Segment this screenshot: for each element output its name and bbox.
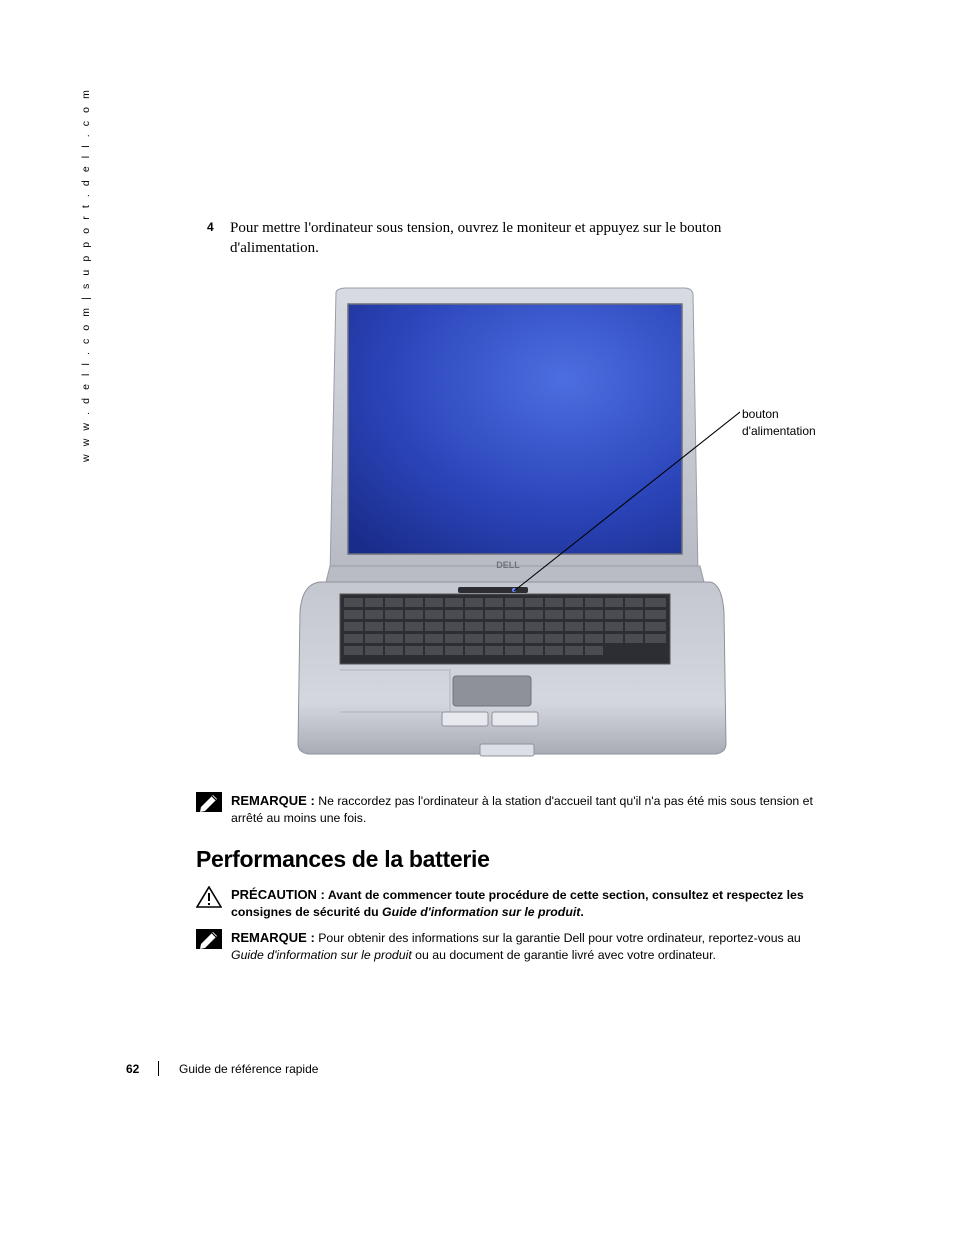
page-number: 62 [126,1062,140,1076]
footer-separator [158,1061,159,1076]
note-doc-title: Guide d'information sur le produit [231,948,412,962]
step-4 [207,218,767,258]
note-docking [196,792,826,827]
note-text: Pour obtenir des informations sur la garantie Dell pour votre ordinateur, reportez-vous au [318,931,801,945]
caution-text: Avant de commencer toute procédure de cette section, consultez et respectez les consignes de sécurité du [231,888,804,919]
note-text: Ne raccordez pas l'ordinateur à la station d'accueil tant qu'il n'a pas été mis sous tension et arrêté au moins une fois. [231,794,813,825]
step-text: Pour mettre l'ordinateur sous tension, ouvrez le moniteur et appuyez sur le bouton d'alimentation. [230,220,722,256]
warning-triangle-icon [196,886,222,908]
footer-title: Guide de référence rapide [179,1062,319,1076]
callout-line-2: d'alimentation [742,424,816,438]
pencil-note-icon [196,792,222,812]
caution-doc-title: Guide d'information sur le produit [382,905,581,919]
caution-safety [196,886,826,921]
note-warranty [196,929,826,964]
brand-logo: DELL [496,560,520,570]
caution-text-end: . [580,905,584,919]
step-number: 4 [207,220,214,234]
pencil-note-icon [196,929,222,949]
callout-line-1: bouton [742,407,779,421]
section-heading: Performances de la batterie [196,846,490,872]
laptop-illustration [290,282,740,762]
caution-label: PRÉCAUTION : [231,887,325,902]
power-button-callout [742,406,816,440]
note-label: REMARQUE : [231,930,315,945]
sidebar-url: w w w . d e l l . c o m | s u p p o r t . d e l l . c o m [80,87,92,462]
note-label: REMARQUE : [231,793,315,808]
note-text-end: ou au document de garantie livré avec votre ordinateur. [415,948,716,962]
laptop-figure [290,282,740,762]
